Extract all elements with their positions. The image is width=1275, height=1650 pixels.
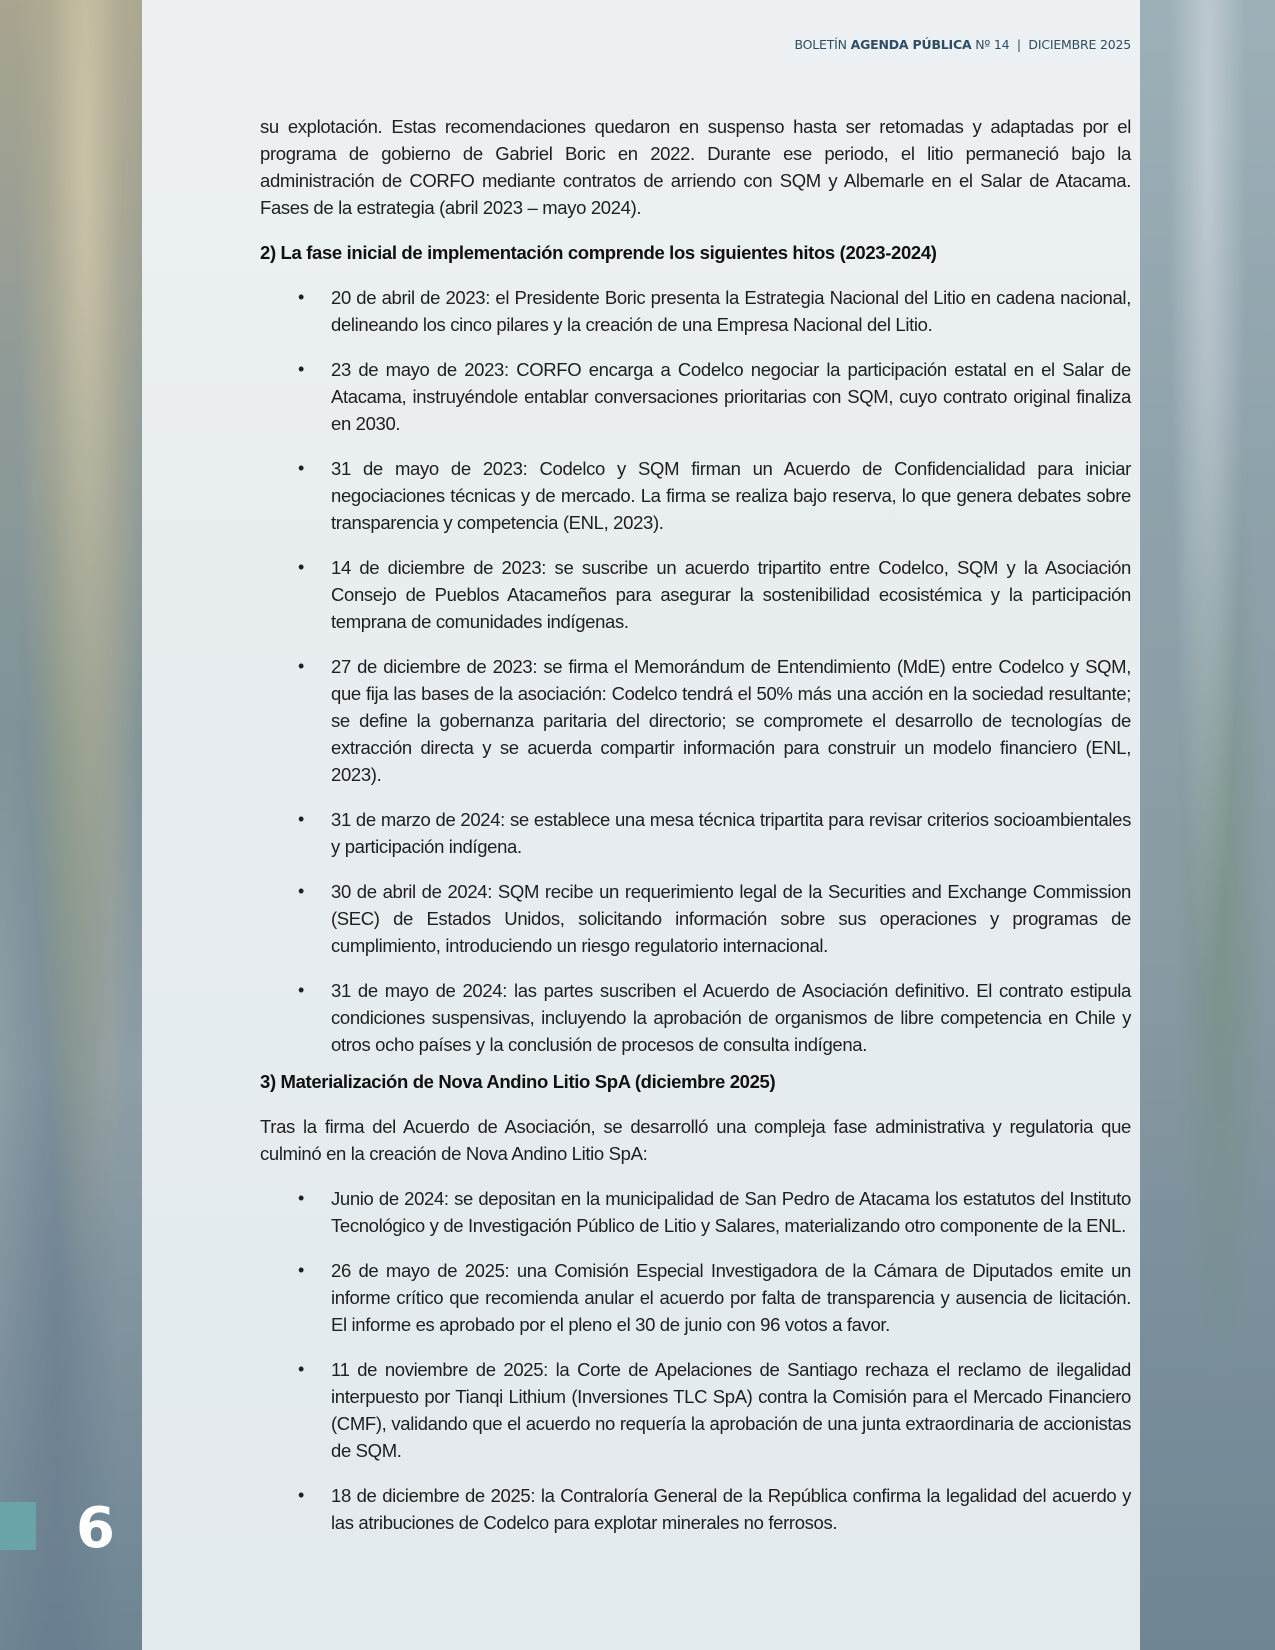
list-item-text: 31 de mayo de 2023: Codelco y SQM firman un Acuerdo de Confidencialidad para iniciar negociaciones técnicas y de mercado. La firma se realiza bajo reserva, lo que genera debates sobre transparencia y competencia (ENL, 2023). [331, 458, 1131, 533]
bullet-icon: • [298, 557, 304, 577]
list-item [260, 1356, 1131, 1464]
bullet-icon: • [298, 809, 304, 829]
list-item-text: 27 de diciembre de 2023: se firma el Memorándum de Entendimiento (MdE) entre Codelco y SQM, que fija las bases de la asociación: Codelco tendrá el 50% más una acción en la sociedad resultante; se define la gobernanza paritaria del directorio; se compromete el desarrollo de tecnologías de extracción directa y se acuerda compartir información para construir un modelo financiero (ENL, 2023). [331, 656, 1131, 785]
page-number-marker [0, 1502, 36, 1550]
list-item-text: 20 de abril de 2023: el Presidente Boric presenta la Estrategia Nacional del Litio en cadena nacional, delineando los cinco pilares y la creación de una Empresa Nacional del Litio. [331, 287, 1131, 335]
intro-paragraph: su explotación. Estas recomendaciones quedaron en suspenso hasta ser retomadas y adaptadas por el programa de gobierno de Gabriel Boric en 2022. Durante ese periodo, el litio permaneció bajo la administración de CORFO mediante contratos de arriendo con SQM y Albemarle en el Salar de Atacama. Fases de la estrategia (abril 2023 – mayo 2024). [260, 116, 1131, 218]
background-photo-left [0, 0, 142, 1650]
header-publication-name: AGENDA PÚBLICA [850, 37, 972, 52]
list-item-text: 11 de noviembre de 2025: la Corte de Apelaciones de Santiago rechaza el reclamo de ilegalidad interpuesto por Tianqi Lithium (Inversiones TLC SpA) contra la Comisión para el Mercado Financiero (CMF), validando que el acuerdo no requería la aprobación de una junta extraordinaria de accionistas de SQM. [331, 1359, 1131, 1461]
section-3-intro: Tras la firma del Acuerdo de Asociación, se desarrolló una compleja fase administrativa y regulatoria que culminó en la creación de Nova Andino Litio SpA: [260, 1116, 1131, 1164]
list-item [260, 977, 1131, 1058]
bullet-icon: • [298, 980, 304, 1000]
bullet-icon: • [298, 881, 304, 901]
list-item-text: 31 de marzo de 2024: se establece una mesa técnica tripartita para revisar criterios socioambientales y participación indígena. [331, 809, 1131, 857]
list-item-text: 26 de mayo de 2025: una Comisión Especial Investigadora de la Cámara de Diputados emite un informe crítico que recomienda anular el acuerdo por falta de transparencia y ausencia de licitación. El informe es aprobado por el pleno el 30 de junio con 96 votos a favor. [331, 1260, 1131, 1335]
list-item [260, 455, 1131, 536]
list-item [260, 1185, 1131, 1239]
list-item-text: 14 de diciembre de 2023: se suscribe un acuerdo tripartito entre Codelco, SQM y la Asociación Consejo de Pueblos Atacameños para asegurar la sostenibilidad ecosistémica y la participación temprana de comunidades indígenas. [331, 557, 1131, 632]
page-number: 6 [76, 1496, 115, 1561]
bullet-icon: • [298, 458, 304, 478]
bullet-icon: • [298, 1485, 304, 1505]
list-item [260, 806, 1131, 860]
bullet-icon: • [298, 359, 304, 379]
list-item [260, 653, 1131, 788]
section-2-list [260, 284, 1131, 1058]
list-item-text: 18 de diciembre de 2025: la Contraloría General de la República confirma la legalidad del acuerdo y las atribuciones de Codelco para explotar minerales no ferrosos. [331, 1485, 1131, 1533]
bullet-icon: • [298, 1188, 304, 1208]
bullet-icon: • [298, 1260, 304, 1280]
list-item-text: 31 de mayo de 2024: las partes suscriben el Acuerdo de Asociación definitivo. El contrato estipula condiciones suspensivas, incluyendo la aprobación de organismos de libre competencia en Chile y otros ocho países y la conclusión de procesos de consulta indígena. [331, 980, 1131, 1055]
background-photo-right [1140, 0, 1275, 1650]
header-prefix: BOLETÍN [794, 37, 851, 52]
list-item-text: 30 de abril de 2024: SQM recibe un requerimiento legal de la Securities and Exchange Commission (SEC) de Estados Unidos, solicitando información sobre sus operaciones y programas de cumplimiento, introduciendo un riesgo regulatorio internacional. [331, 881, 1131, 956]
list-item-text: 23 de mayo de 2023: CORFO encarga a Codelco negociar la participación estatal en el Salar de Atacama, instruyéndole entablar conversaciones prioritarias con SQM, cuyo contrato original finaliza en 2030. [331, 359, 1131, 434]
list-item [260, 356, 1131, 437]
article-body [260, 113, 1131, 1546]
header-issue-date: Nº 14 | DICIEMBRE 2025 [971, 37, 1131, 52]
bullet-icon: • [298, 656, 304, 676]
section-3-list [260, 1185, 1131, 1536]
bullet-icon: • [298, 1359, 304, 1379]
list-item [260, 878, 1131, 959]
section-3-heading: 3) Materialización de Nova Andino Litio SpA (diciembre 2025) [260, 1071, 776, 1092]
section-2-heading: 2) La fase inicial de implementación comprende los siguientes hitos (2023-2024) [260, 242, 937, 263]
bullet-icon: • [298, 287, 304, 307]
list-item [260, 284, 1131, 338]
running-header [700, 37, 1131, 52]
list-item [260, 1257, 1131, 1338]
list-item [260, 554, 1131, 635]
list-item-text: Junio de 2024: se depositan en la municipalidad de San Pedro de Atacama los estatutos del Instituto Tecnológico y de Investigación Público de Litio y Salares, materializando otro componente de la ENL. [331, 1188, 1131, 1236]
list-item [260, 1482, 1131, 1536]
